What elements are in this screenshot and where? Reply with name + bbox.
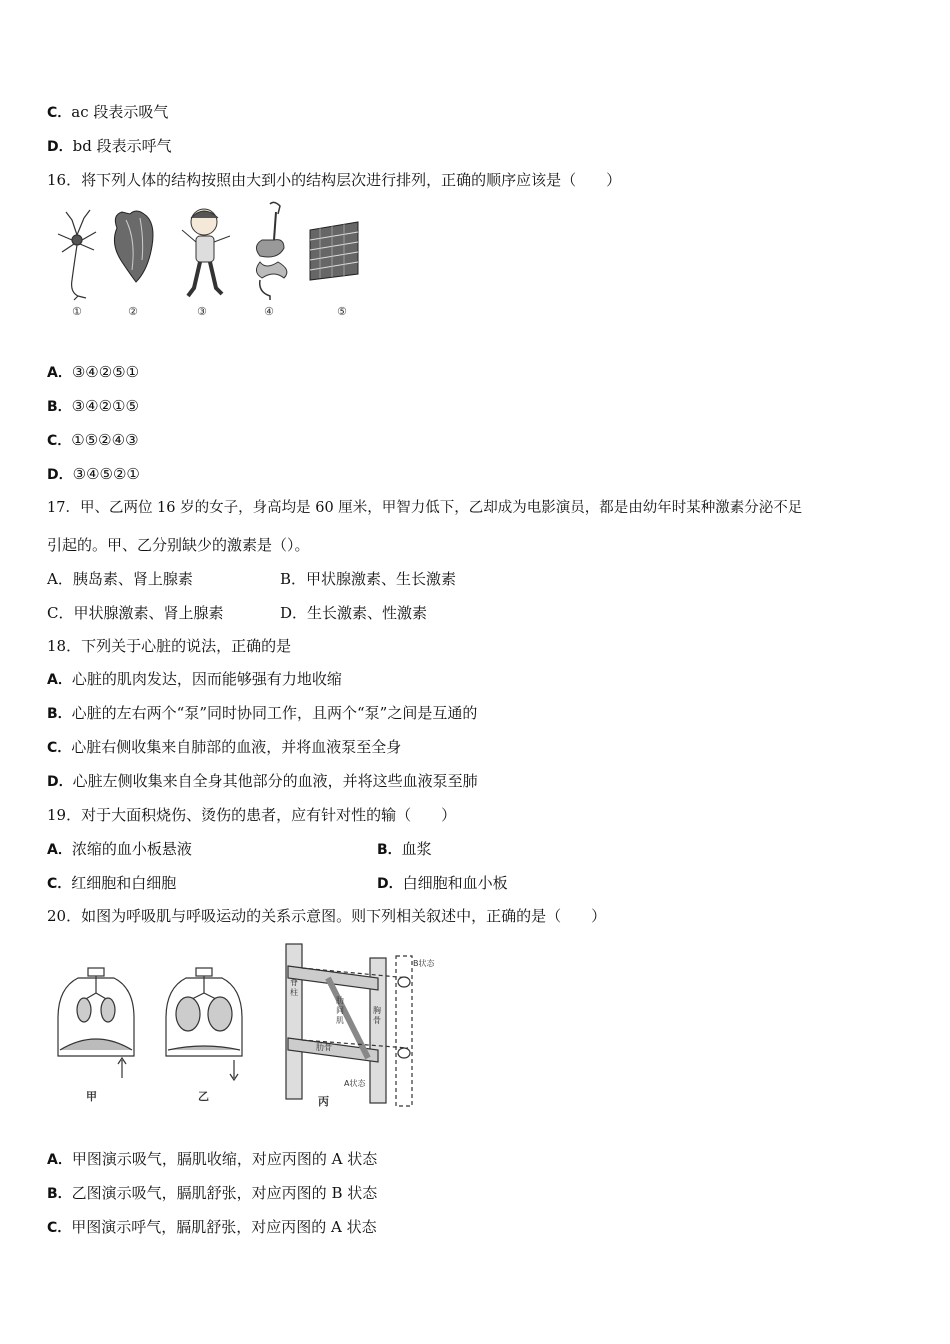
- q15-option-d: D．bd 段表示呼气: [47, 137, 172, 155]
- figure-label-jia: 甲: [86, 1090, 97, 1103]
- label-spine: 脊柱: [290, 978, 298, 997]
- q20-stem: 20．如图为呼吸肌与呼吸运动的关系示意图。则下列相关叙述中，正确的是（ ）: [47, 907, 607, 925]
- heart-image: [114, 211, 153, 282]
- q16-option-a: A．③④②⑤①: [47, 363, 140, 381]
- figure-label-5: ⑤: [337, 305, 347, 318]
- q20-option-a: A．甲图演示吸气，膈肌收缩，对应丙图的 A 状态: [47, 1150, 378, 1168]
- neuron-image: [58, 210, 96, 300]
- q16-stem: 16．将下列人体的结构按照由大到小的结构层次进行排列，正确的顺序应该是（ ）: [47, 171, 622, 189]
- q16-option-c: C．①⑤②④③: [47, 431, 139, 449]
- label-rib: 肋骨: [316, 1043, 332, 1052]
- q18-stem: 18．下列关于心脏的说法，正确的是: [47, 637, 292, 655]
- q19-stem: 19．对于大面积烧伤、烫伤的患者，应有针对性的输（ ）: [47, 806, 457, 824]
- figure-label-2: ②: [128, 305, 138, 318]
- q18-option-b: B．心脏的左右两个“泵”同时协同工作，且两个“泵”之间是互通的: [47, 704, 478, 722]
- q16-option-d: D．③④⑤②①: [47, 465, 140, 483]
- figure-label-yi: 乙: [198, 1090, 209, 1103]
- label-a-state: A状态: [344, 1079, 366, 1088]
- q19-option-c: C．红细胞和白细胞: [47, 874, 177, 892]
- q19-option-d: D．白细胞和血小板: [377, 874, 508, 892]
- figure-label-4: ④: [264, 305, 274, 318]
- bell-jar-yi-image: [166, 968, 242, 1080]
- q20-option-c: C．甲图演示呼气，膈肌舒张，对应丙图的 A 状态: [47, 1218, 377, 1236]
- digestive-system-image: [256, 202, 286, 300]
- q17-option-d: D．生长激素、性激素: [280, 604, 428, 622]
- q19-option-b: B．血浆: [377, 840, 432, 858]
- q16-figure: [52, 200, 372, 325]
- q18-option-d: D．心脏左侧收集来自全身其他部分的血液，并将这些血液泵至肺: [47, 772, 478, 790]
- figure-label-1: ①: [72, 305, 82, 318]
- q15-option-c: C．ac 段表示吸气: [47, 103, 169, 121]
- q19-option-a: A．浓缩的血小板悬液: [47, 840, 192, 858]
- bell-jar-jia-image: [58, 968, 134, 1078]
- q17-option-c: C．甲状腺激素、肾上腺素: [47, 604, 224, 622]
- q16-option-b: B．③④②①⑤: [47, 397, 139, 415]
- q18-option-c: C．心脏右侧收集来自肺部的血液，并将血液泵至全身: [47, 738, 402, 756]
- q20-option-b: B．乙图演示吸气，膈肌舒张，对应丙图的 B 状态: [47, 1184, 378, 1202]
- q18-option-a: A．心脏的肌肉发达，因而能够强有力地收缩: [47, 670, 342, 688]
- label-b-state: B状态: [413, 959, 435, 968]
- figure-label-3: ③: [197, 305, 207, 318]
- tissue-image: [310, 222, 358, 280]
- q17-option-a: A．胰岛素、肾上腺素: [47, 570, 193, 588]
- label-sternum: 胸骨: [373, 1006, 381, 1025]
- girl-image: [182, 209, 230, 296]
- q17-stem-line2: 引起的。甲、乙分别缺少的激素是（）。: [47, 536, 310, 554]
- q20-figure: [48, 938, 448, 1113]
- q17-stem-line1: 17．甲、乙两位 16 岁的女子，身高均是 60 厘米，甲智力低下，乙却成为电影演员，都是由幼年时某种激素分泌不足: [47, 500, 803, 516]
- q17-option-b: B．甲状腺激素、生长激素: [280, 570, 457, 588]
- figure-label-bing: 丙: [318, 1095, 329, 1108]
- label-rib-muscle: 肋间肌: [336, 996, 344, 1025]
